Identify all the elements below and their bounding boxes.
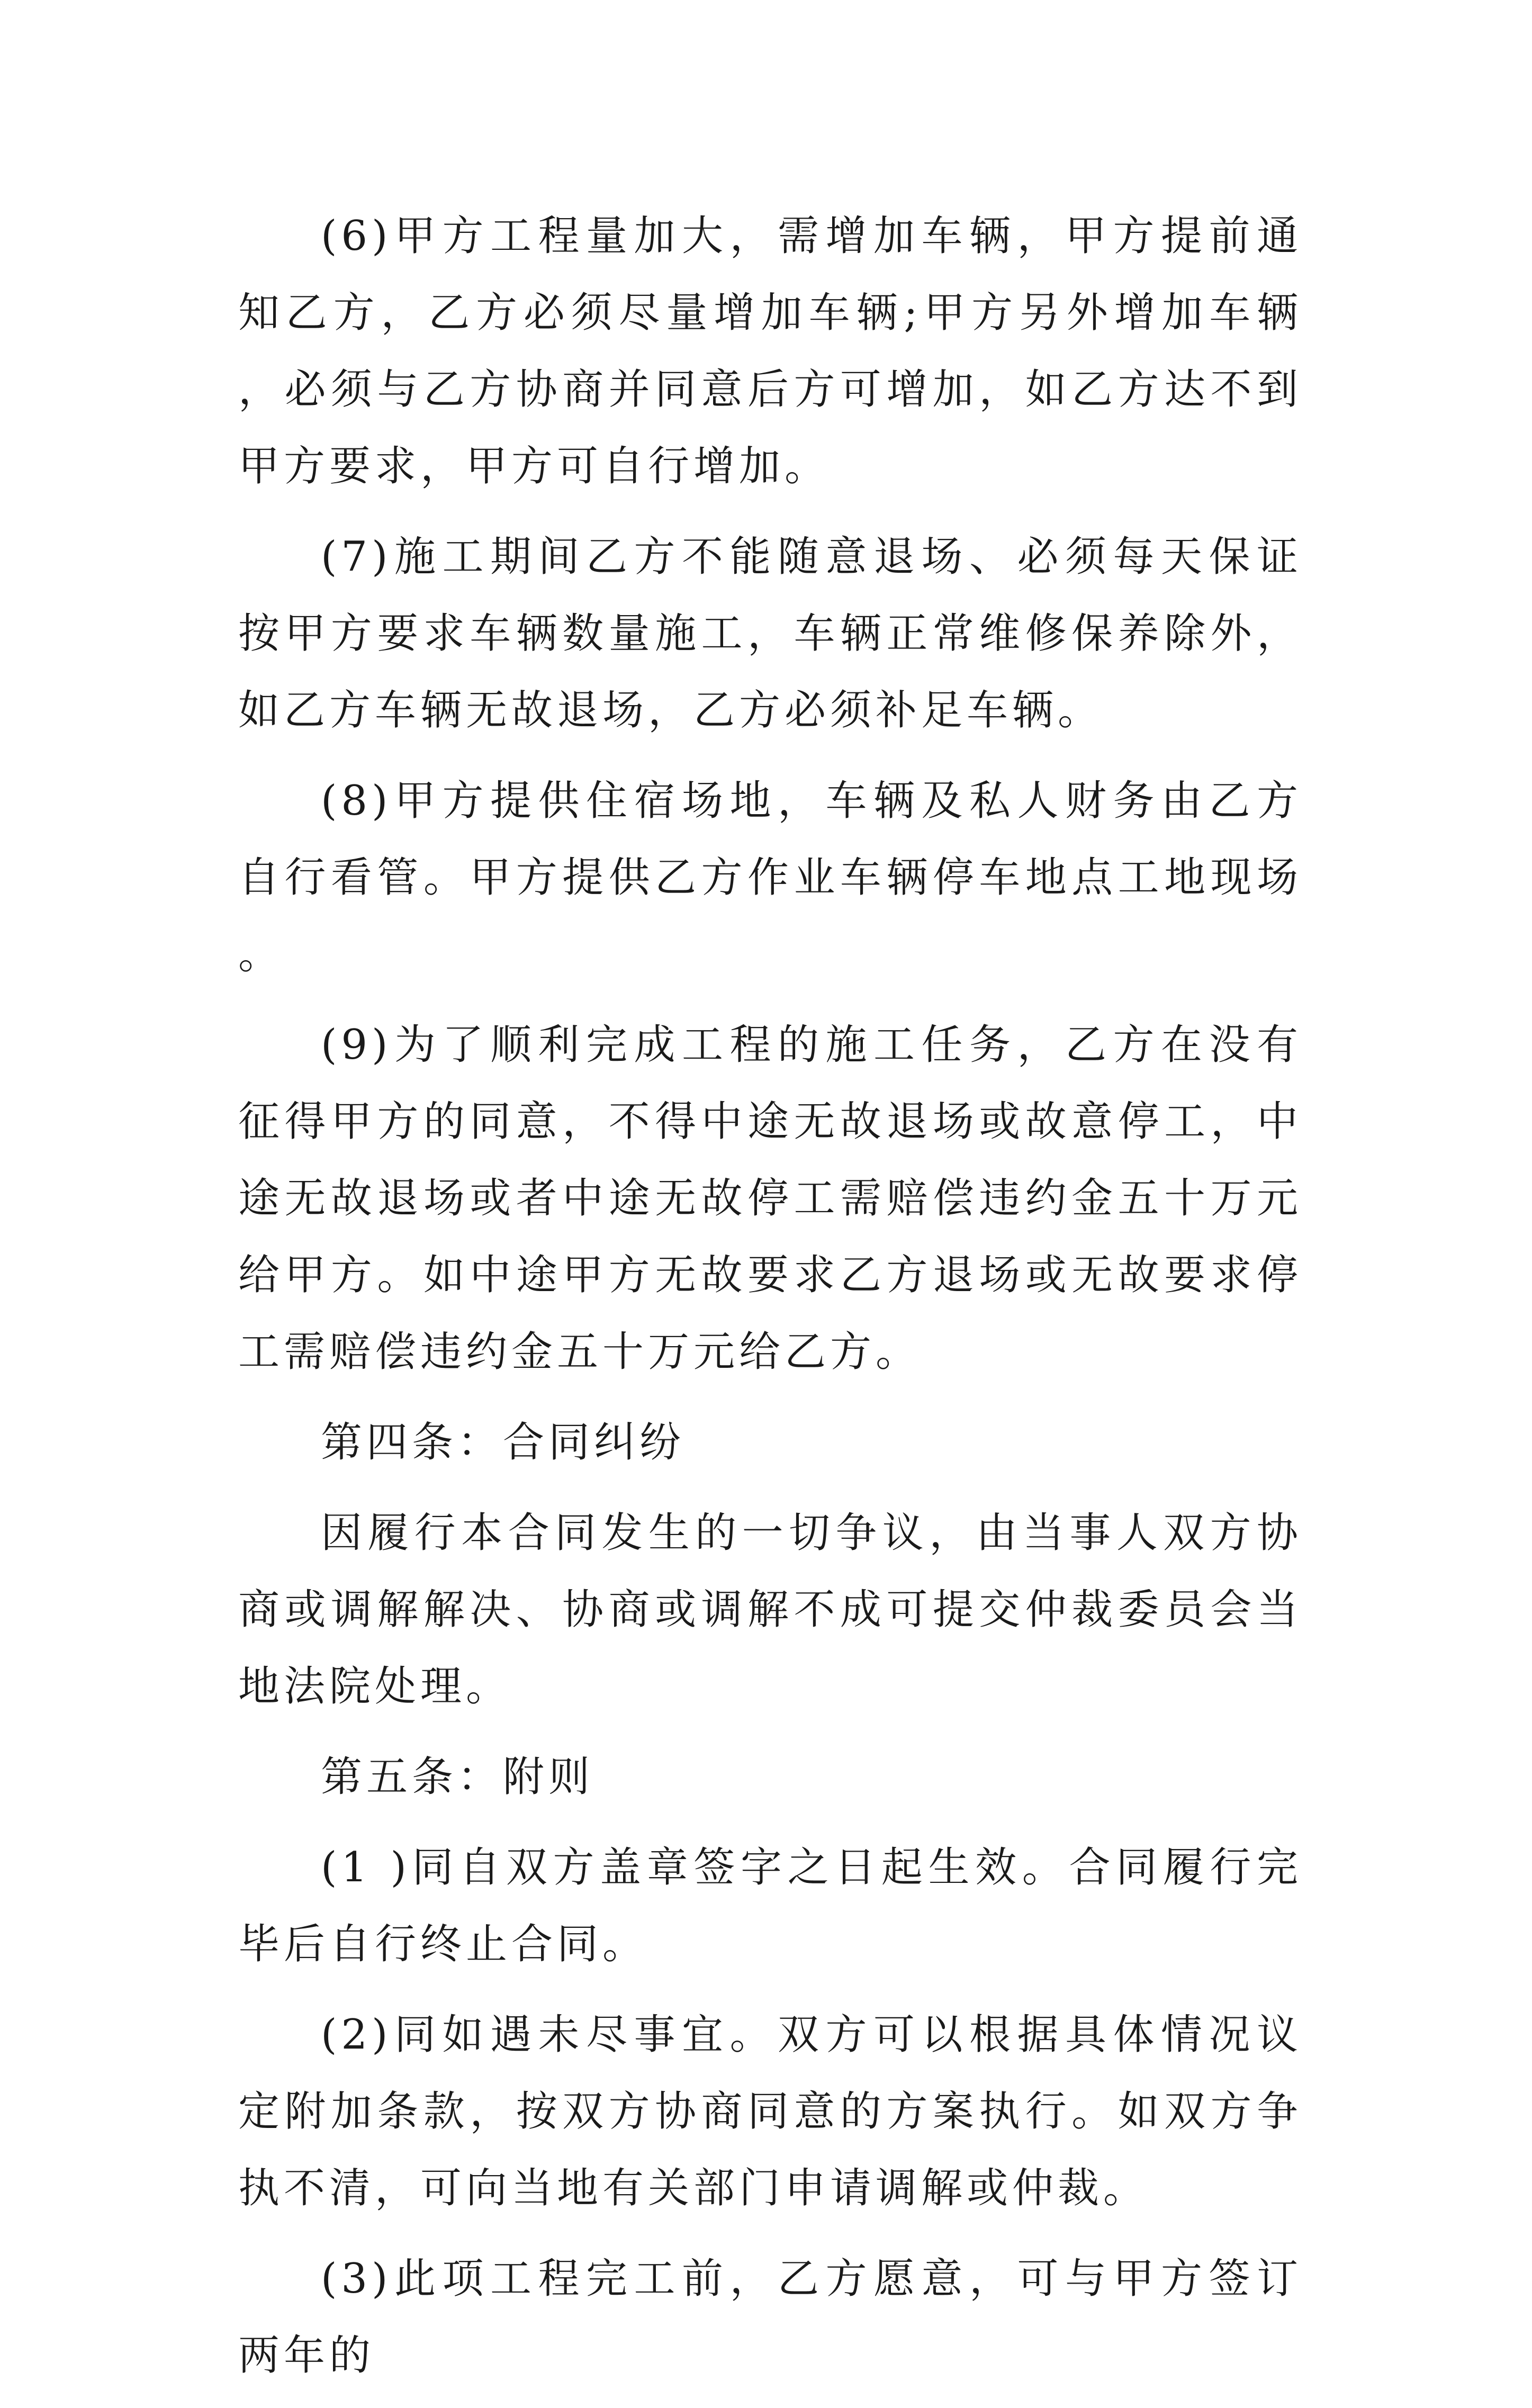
supplementary-clause-1: (1 )同自双方盖章签字之日起生效。合同履行完毕后自行终止合同。 — [238, 1844, 1302, 1968]
document-body — [238, 198, 1302, 2408]
article-4-heading: 第四条：合同纠纷 — [321, 1419, 686, 1466]
clause-6: (6)甲方工程量加大，需增加车辆，甲方提前通知乙方，乙方必须尽量增加车辆;甲方另外增加车辆，必须与乙方协商并同意后方可增加，如乙方达不到甲方要求，甲方可自行增加。 — [238, 212, 1302, 490]
supplementary-clause-3: (3)此项工程完工前，乙方愿意，可与甲方签订两年的 — [238, 2255, 1302, 2379]
clause-7: (7)施工期间乙方不能随意退场、必须每天保证按甲方要求车辆数量施工，车辆正常维修保养除外，如乙方车辆无故退场，乙方必须补足车辆。 — [238, 533, 1302, 734]
supplementary-clause-2: (2)同如遇未尽事宜。双方可以根据具体情况议定附加条款，按双方协商同意的方案执行。如双方争执不清，可向当地有关部门申请调解或仲裁。 — [238, 2011, 1302, 2212]
clause-9: (9)为了顺利完成工程的施工任务，乙方在没有征得甲方的同意，不得中途无故退场或故意停工，中途无故退场或者中途无故停工需赔偿违约金五十万元给甲方。如中途甲方无故要求乙方退场或无故要求停工需赔偿违约金五十万元给乙方。 — [238, 1021, 1302, 1376]
clause-8: (8)甲方提供住宿场地，车辆及私人财务由乙方自行看管。甲方提供乙方作业车辆停车地点工地现场。 — [238, 777, 1302, 978]
article-5-heading: 第五条：附则 — [321, 1753, 594, 1801]
dispute-paragraph: 因履行本合同发生的一切争议，由当事人双方协商或调解解决、协商或调解不成可提交仲裁委员会当地法院处理。 — [238, 1509, 1302, 1710]
